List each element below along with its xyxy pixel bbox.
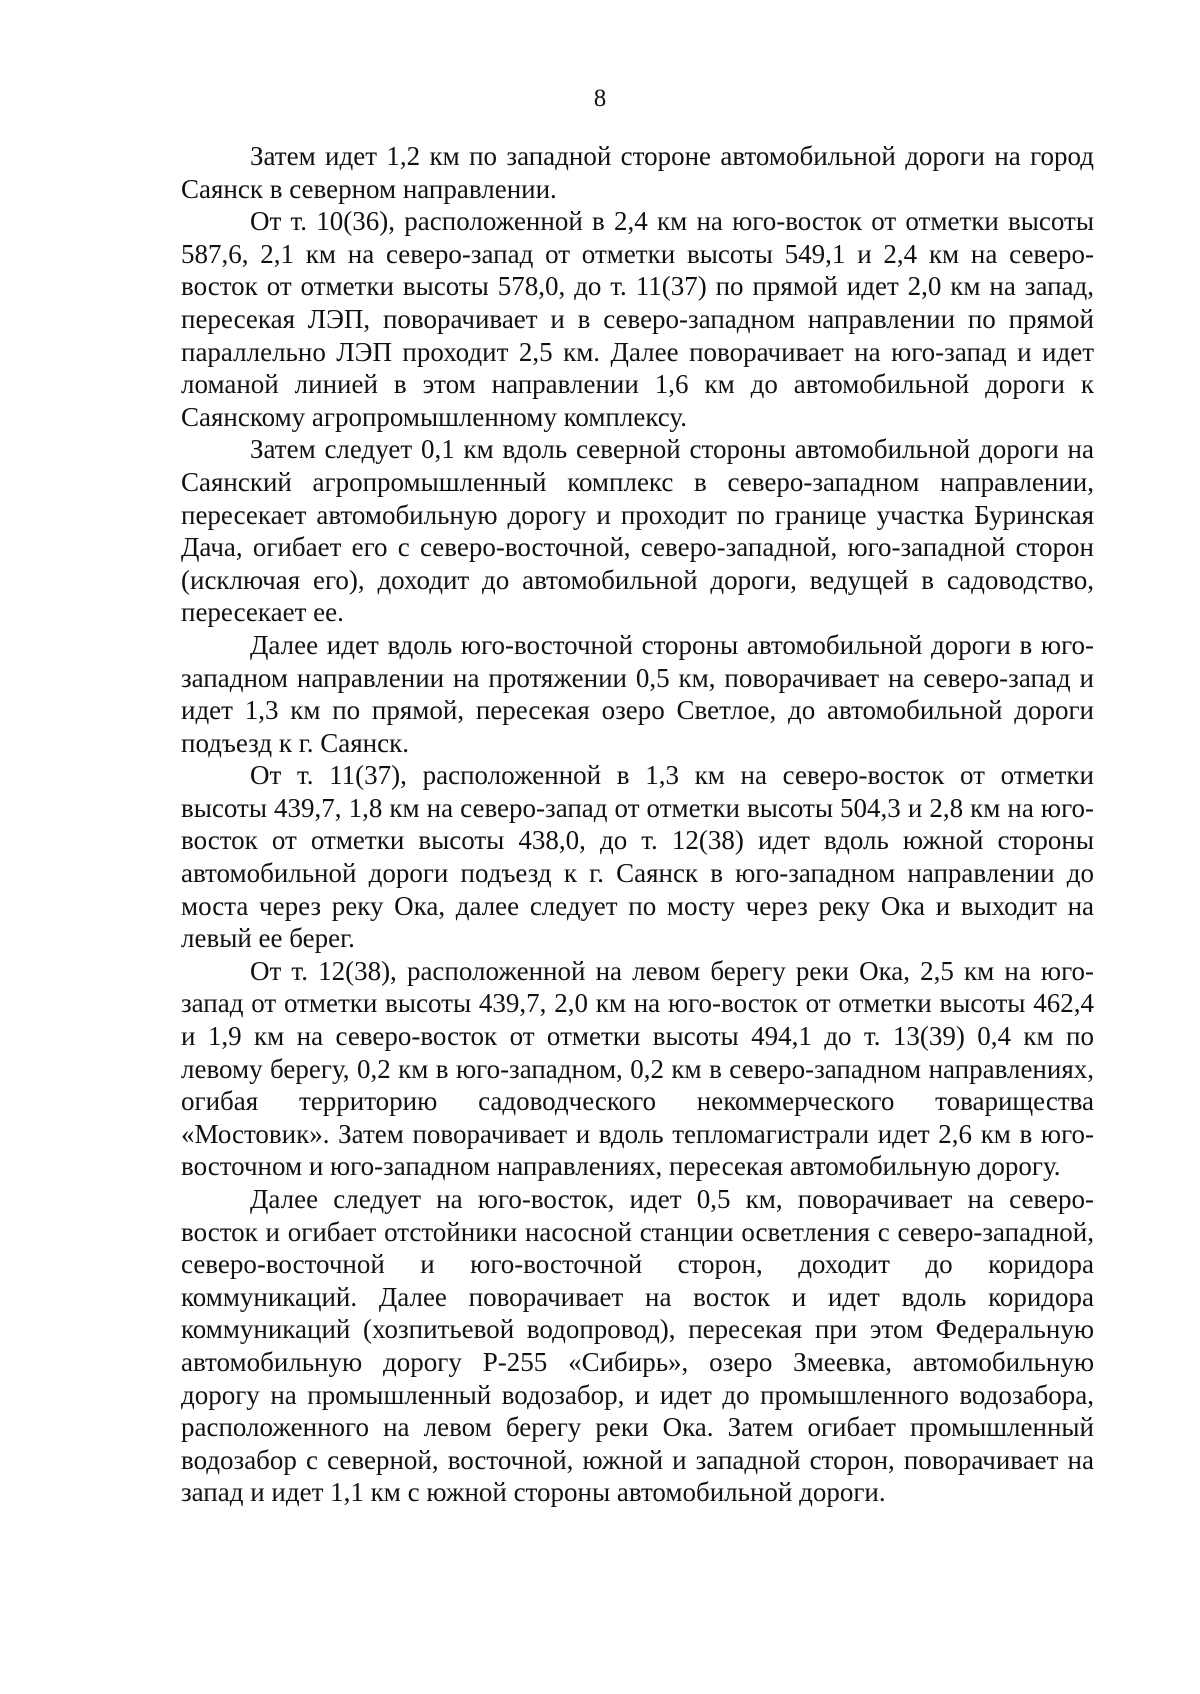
- paragraph-3: Затем следует 0,1 км вдоль северной стороны автомобильной дороги на Саянский агропромышленный комплекс в северо-западном направлении, пересекает автомобильную дорогу и проходит по границе участка Буринская Дача, огибает его с северо-восточной, северо-западной, юго-западной сторон (исключая его), доходит до автомобильной дороги, ведущей в садоводство, пересекает ее.: [181, 434, 1094, 628]
- paragraph-5: От т. 11(37), расположенной в 1,3 км на северо-восток от отметки высоты 439,7, 1,8 км на северо-запад от отметки высоты 504,3 и 2,8 км на юго-восток от отметки высоты 438,0, до т. 12(38) идет вдоль южной стороны автомобильной дороги подъезд к г. Саянск в юго-западном направлении до моста через реку Ока, далее следует по мосту через реку Ока и выходит на левый ее берег.: [181, 760, 1094, 954]
- paragraph-1: Затем идет 1,2 км по западной стороне автомобильной дороги на город Саянск в северном направлении.: [181, 141, 1094, 204]
- paragraph-7: Далее следует на юго-восток, идет 0,5 км, поворачивает на северо-восток и огибает отстойники насосной станции осветления с северо-западной, северо-восточной и юго-восточной сторон, доходит до коридора коммуникаций. Далее поворачивает на восток и идет вдоль коридора коммуникаций (хозпитьевой водопровод), пересекая при этом Федеральную автомобильную дорогу Р-255 «Сибирь», озеро Змеевка, автомобильную дорогу на промышленный водозабор, и идет до промышленного водозабора, расположенного на левом берегу реки Ока. Затем огибает промышленный водозабор с северной, восточной, южной и западной сторон, поворачивает на запад и идет 1,1 км с южной стороны автомобильной дороги.: [181, 1184, 1094, 1508]
- paragraph-4: Далее идет вдоль юго-восточной стороны автомобильной дороги в юго-западном направлении на протяжении 0,5 км, поворачивает на северо-запад и идет 1,3 км по прямой, пересекая озеро Светлое, до автомобильной дороги подъезд к г. Саянск.: [181, 629, 1094, 758]
- paragraph-6: От т. 12(38), расположенной на левом берегу реки Ока, 2,5 км на юго-запад от отметки высоты 439,7, 2,0 км на юго-восток от отметки высоты 462,4 и 1,9 км на северо-восток от отметки высоты 494,1 до т. 13(39) 0,4 км по левому берегу, 0,2 км в юго-западном, 0,2 км в северо-западном направлениях, огибая территорию садоводческого некоммерческого товарищества «Мостовик». Затем поворачивает и вдоль тепломагистрали идет 2,6 км в юго-восточном и юго-западном направлениях, пересекая автомобильную дорогу.: [181, 955, 1094, 1182]
- page-number: 8: [593, 85, 607, 112]
- document-body: [181, 140, 1094, 1509]
- paragraph-2: От т. 10(36), расположенной в 2,4 км на юго-восток от отметки высоты 587,6, 2,1 км на северо-запад от отметки высоты 549,1 и 2,4 км на северо-восток от отметки высоты 578,0, до т. 11(37) по прямой идет 2,0 км на запад, пересекая ЛЭП, поворачивает и в северо-западном направлении по прямой параллельно ЛЭП проходит 2,5 км. Далее поворачивает на юго-запад и идет ломаной линией в этом направлении 1,6 км до автомобильной дороги к Саянскому агропромышленному комплексу.: [181, 206, 1094, 432]
